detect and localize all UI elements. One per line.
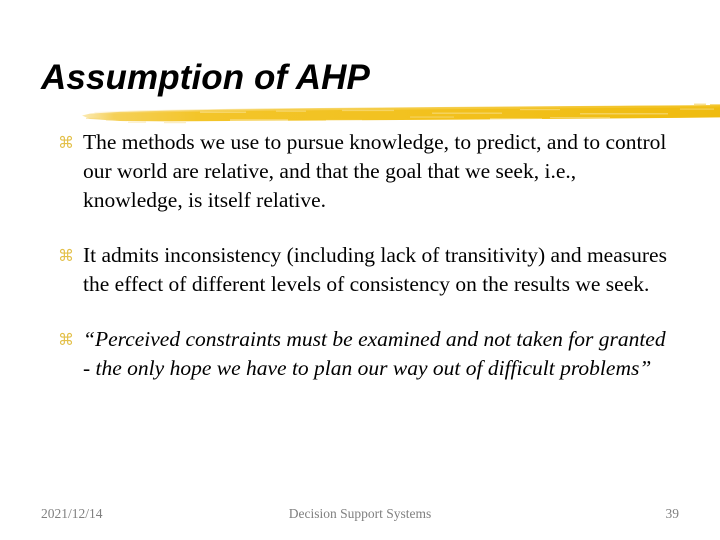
bullet-text: It admits inconsistency (including lack of transitivity) and measures the effect of different levels of consistency on the results we seek. [83, 243, 667, 296]
bullet-text-quote: “Perceived constraints must be examined and not taken for granted - the only hope we have to plan our way out of difficult problems” [83, 327, 666, 380]
bullet-marker-icon: ⌘ [58, 330, 74, 349]
page-title: Assumption of AHP [41, 58, 371, 97]
bullet-marker-icon: ⌘ [58, 246, 74, 265]
footer-page-number: 39 [665, 506, 679, 521]
bullet-text: The methods we use to pursue knowledge, to predict, and to control our world are relative, and that the goal that we seek, i.e., knowledge, is itself relative. [83, 130, 667, 212]
list-item [56, 325, 672, 383]
title-block [0, 56, 720, 130]
list-item [56, 128, 672, 215]
list-item [56, 241, 672, 299]
footer-date: 2021/12/14 [41, 506, 103, 521]
bullet-marker-icon: ⌘ [58, 133, 74, 152]
slide-footer [0, 503, 720, 529]
footer-title: Decision Support Systems [288, 506, 432, 521]
bullet-list [56, 128, 672, 383]
